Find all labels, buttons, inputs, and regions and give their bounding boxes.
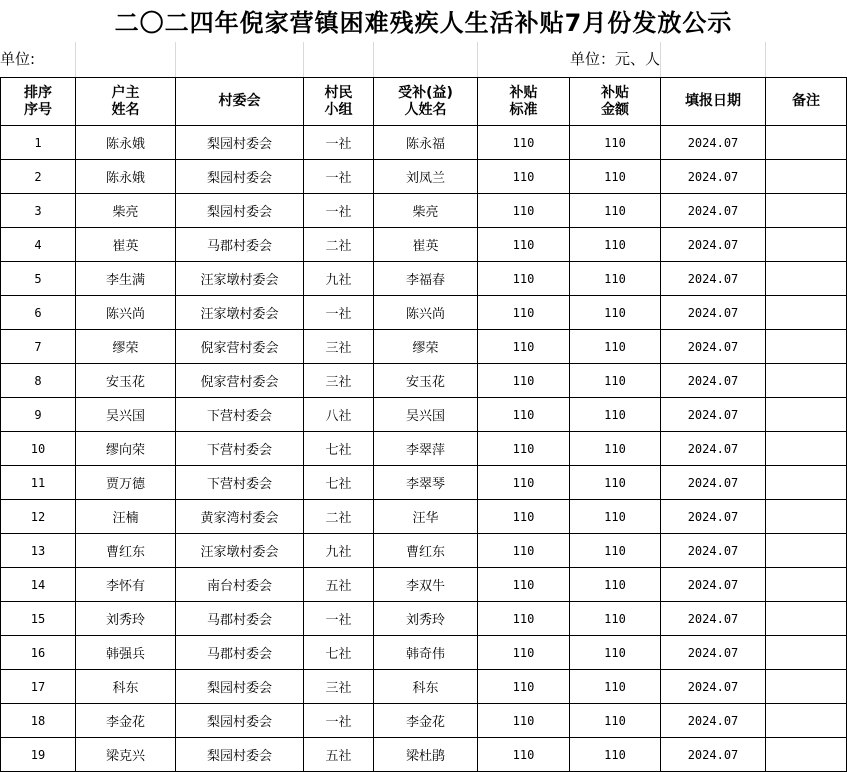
- cell-beneficiary: 陈兴尚: [374, 296, 478, 330]
- page-title: 二〇二四年倪家营镇困难残疾人生活补贴7月份发放公示: [114, 8, 733, 37]
- table-row: [1, 568, 847, 602]
- cell-beneficiary: 李福春: [374, 262, 478, 296]
- unit-row: [0, 42, 847, 77]
- cell-remarks: [766, 670, 847, 704]
- cell-villager-group: 五社: [304, 738, 374, 772]
- cell-householder: 陈永娥: [76, 126, 176, 160]
- cell-villager-group: 二社: [304, 500, 374, 534]
- cell-index: 11: [1, 466, 76, 500]
- cell-subsidy-standard: 110: [478, 670, 570, 704]
- subsidy-table: [0, 77, 847, 772]
- grid-line: [303, 42, 304, 77]
- cell-householder: 吴兴国: [76, 398, 176, 432]
- cell-subsidy-amount: 110: [570, 126, 661, 160]
- cell-subsidy-standard: 110: [478, 160, 570, 194]
- cell-remarks: [766, 500, 847, 534]
- cell-beneficiary: 崔英: [374, 228, 478, 262]
- cell-index: 6: [1, 296, 76, 330]
- cell-villager-group: 三社: [304, 330, 374, 364]
- cell-subsidy-standard: 110: [478, 126, 570, 160]
- cell-beneficiary: 柴亮: [374, 194, 478, 228]
- cell-householder: 刘秀玲: [76, 602, 176, 636]
- cell-report-date: 2024.07: [661, 568, 766, 602]
- cell-subsidy-amount: 110: [570, 602, 661, 636]
- header-villager-group: 村民 小组: [304, 78, 374, 126]
- cell-villager-group: 五社: [304, 568, 374, 602]
- cell-remarks: [766, 228, 847, 262]
- cell-villager-group: 一社: [304, 194, 374, 228]
- cell-subsidy-standard: 110: [478, 364, 570, 398]
- cell-beneficiary: 缪荣: [374, 330, 478, 364]
- cell-subsidy-amount: 110: [570, 228, 661, 262]
- cell-report-date: 2024.07: [661, 602, 766, 636]
- cell-subsidy-amount: 110: [570, 432, 661, 466]
- table-row: [1, 704, 847, 738]
- cell-subsidy-amount: 110: [570, 194, 661, 228]
- cell-remarks: [766, 262, 847, 296]
- cell-beneficiary: 刘凤兰: [374, 160, 478, 194]
- header-householder: 户主 姓名: [76, 78, 176, 126]
- cell-village-committee: 倪家营村委会: [176, 330, 304, 364]
- cell-report-date: 2024.07: [661, 262, 766, 296]
- cell-subsidy-amount: 110: [570, 466, 661, 500]
- table-row: [1, 602, 847, 636]
- cell-index: 14: [1, 568, 76, 602]
- cell-index: 18: [1, 704, 76, 738]
- cell-remarks: [766, 704, 847, 738]
- cell-village-committee: 下营村委会: [176, 466, 304, 500]
- cell-subsidy-standard: 110: [478, 704, 570, 738]
- cell-remarks: [766, 534, 847, 568]
- cell-report-date: 2024.07: [661, 296, 766, 330]
- cell-index: 2: [1, 160, 76, 194]
- cell-subsidy-amount: 110: [570, 704, 661, 738]
- cell-householder: 缪荣: [76, 330, 176, 364]
- cell-remarks: [766, 194, 847, 228]
- header-beneficiary: 受补(益) 人姓名: [374, 78, 478, 126]
- cell-subsidy-standard: 110: [478, 534, 570, 568]
- cell-index: 7: [1, 330, 76, 364]
- cell-index: 3: [1, 194, 76, 228]
- cell-beneficiary: 李金花: [374, 704, 478, 738]
- cell-villager-group: 九社: [304, 262, 374, 296]
- header-report-date: 填报日期: [661, 78, 766, 126]
- grid-line: [373, 42, 374, 77]
- table-row: [1, 296, 847, 330]
- header-subsidy-standard: 补贴 标准: [478, 78, 570, 126]
- cell-report-date: 2024.07: [661, 398, 766, 432]
- cell-index: 17: [1, 670, 76, 704]
- cell-householder: 缪向荣: [76, 432, 176, 466]
- cell-village-committee: 梨园村委会: [176, 194, 304, 228]
- cell-householder: 曹红东: [76, 534, 176, 568]
- cell-beneficiary: 陈永福: [374, 126, 478, 160]
- cell-report-date: 2024.07: [661, 534, 766, 568]
- cell-report-date: 2024.07: [661, 194, 766, 228]
- cell-beneficiary: 李翠琴: [374, 466, 478, 500]
- cell-villager-group: 七社: [304, 636, 374, 670]
- cell-villager-group: 七社: [304, 466, 374, 500]
- grid-line: [477, 42, 478, 77]
- grid-line: [765, 42, 766, 77]
- cell-subsidy-amount: 110: [570, 568, 661, 602]
- cell-index: 8: [1, 364, 76, 398]
- cell-village-committee: 梨园村委会: [176, 670, 304, 704]
- cell-remarks: [766, 160, 847, 194]
- table-header-row: [1, 78, 847, 126]
- cell-subsidy-standard: 110: [478, 194, 570, 228]
- cell-index: 1: [1, 126, 76, 160]
- grid-line: [175, 42, 176, 77]
- cell-subsidy-standard: 110: [478, 296, 570, 330]
- cell-remarks: [766, 602, 847, 636]
- cell-subsidy-amount: 110: [570, 738, 661, 772]
- cell-subsidy-amount: 110: [570, 296, 661, 330]
- cell-beneficiary: 梁杜鹃: [374, 738, 478, 772]
- cell-beneficiary: 刘秀玲: [374, 602, 478, 636]
- cell-subsidy-standard: 110: [478, 738, 570, 772]
- cell-village-committee: 马郡村委会: [176, 228, 304, 262]
- cell-villager-group: 一社: [304, 602, 374, 636]
- unit-label-left: 单位:: [0, 50, 36, 68]
- grid-line: [75, 42, 76, 77]
- cell-villager-group: 二社: [304, 228, 374, 262]
- cell-subsidy-standard: 110: [478, 330, 570, 364]
- cell-village-committee: 南台村委会: [176, 568, 304, 602]
- cell-householder: 李怀有: [76, 568, 176, 602]
- cell-beneficiary: 李翠萍: [374, 432, 478, 466]
- cell-subsidy-amount: 110: [570, 262, 661, 296]
- cell-report-date: 2024.07: [661, 500, 766, 534]
- cell-beneficiary: 曹红东: [374, 534, 478, 568]
- header-index: 排序 序号: [1, 78, 76, 126]
- cell-subsidy-standard: 110: [478, 568, 570, 602]
- cell-beneficiary: 科东: [374, 670, 478, 704]
- header-village-committee: 村委会: [176, 78, 304, 126]
- table-row: [1, 466, 847, 500]
- cell-subsidy-amount: 110: [570, 330, 661, 364]
- cell-householder: 科东: [76, 670, 176, 704]
- cell-report-date: 2024.07: [661, 364, 766, 398]
- table-row: [1, 398, 847, 432]
- cell-villager-group: 九社: [304, 534, 374, 568]
- table-row: [1, 160, 847, 194]
- cell-report-date: 2024.07: [661, 126, 766, 160]
- cell-remarks: [766, 398, 847, 432]
- table-row: [1, 738, 847, 772]
- table-row: [1, 194, 847, 228]
- cell-village-committee: 下营村委会: [176, 398, 304, 432]
- cell-subsidy-amount: 110: [570, 364, 661, 398]
- cell-villager-group: 一社: [304, 160, 374, 194]
- cell-village-committee: 梨园村委会: [176, 160, 304, 194]
- cell-beneficiary: 吴兴国: [374, 398, 478, 432]
- table-row: [1, 500, 847, 534]
- cell-remarks: [766, 636, 847, 670]
- cell-remarks: [766, 432, 847, 466]
- table-row: [1, 262, 847, 296]
- cell-subsidy-amount: 110: [570, 160, 661, 194]
- cell-beneficiary: 汪华: [374, 500, 478, 534]
- cell-subsidy-standard: 110: [478, 262, 570, 296]
- cell-householder: 柴亮: [76, 194, 176, 228]
- cell-beneficiary: 李双牛: [374, 568, 478, 602]
- unit-label-right: 单位：元、人: [570, 50, 661, 68]
- cell-subsidy-standard: 110: [478, 398, 570, 432]
- cell-householder: 崔英: [76, 228, 176, 262]
- cell-report-date: 2024.07: [661, 432, 766, 466]
- table-row: [1, 364, 847, 398]
- cell-village-committee: 马郡村委会: [176, 602, 304, 636]
- cell-index: 19: [1, 738, 76, 772]
- cell-villager-group: 一社: [304, 296, 374, 330]
- cell-village-committee: 汪家墩村委会: [176, 262, 304, 296]
- cell-subsidy-standard: 110: [478, 636, 570, 670]
- cell-village-committee: 汪家墩村委会: [176, 296, 304, 330]
- cell-remarks: [766, 568, 847, 602]
- table-body: [1, 126, 847, 772]
- cell-villager-group: 七社: [304, 432, 374, 466]
- cell-subsidy-amount: 110: [570, 670, 661, 704]
- cell-index: 5: [1, 262, 76, 296]
- cell-index: 13: [1, 534, 76, 568]
- cell-index: 12: [1, 500, 76, 534]
- cell-villager-group: 八社: [304, 398, 374, 432]
- cell-villager-group: 一社: [304, 126, 374, 160]
- cell-householder: 安玉花: [76, 364, 176, 398]
- cell-subsidy-standard: 110: [478, 602, 570, 636]
- table-row: [1, 432, 847, 466]
- cell-index: 9: [1, 398, 76, 432]
- cell-report-date: 2024.07: [661, 228, 766, 262]
- cell-villager-group: 三社: [304, 364, 374, 398]
- cell-remarks: [766, 364, 847, 398]
- cell-village-committee: 下营村委会: [176, 432, 304, 466]
- cell-report-date: 2024.07: [661, 160, 766, 194]
- header-subsidy-amount: 补贴 金额: [570, 78, 661, 126]
- cell-village-committee: 倪家营村委会: [176, 364, 304, 398]
- cell-householder: 梁克兴: [76, 738, 176, 772]
- cell-village-committee: 梨园村委会: [176, 126, 304, 160]
- cell-report-date: 2024.07: [661, 466, 766, 500]
- cell-remarks: [766, 126, 847, 160]
- cell-remarks: [766, 330, 847, 364]
- cell-subsidy-amount: 110: [570, 534, 661, 568]
- cell-subsidy-amount: 110: [570, 398, 661, 432]
- cell-beneficiary: 韩奇伟: [374, 636, 478, 670]
- cell-subsidy-standard: 110: [478, 228, 570, 262]
- cell-householder: 李金花: [76, 704, 176, 738]
- cell-householder: 韩强兵: [76, 636, 176, 670]
- cell-householder: 陈永娥: [76, 160, 176, 194]
- cell-subsidy-amount: 110: [570, 500, 661, 534]
- grid-line: [660, 42, 661, 77]
- cell-index: 10: [1, 432, 76, 466]
- cell-village-committee: 梨园村委会: [176, 738, 304, 772]
- cell-report-date: 2024.07: [661, 670, 766, 704]
- table-row: [1, 534, 847, 568]
- table-row: [1, 670, 847, 704]
- cell-subsidy-standard: 110: [478, 432, 570, 466]
- cell-village-committee: 汪家墩村委会: [176, 534, 304, 568]
- table-row: [1, 126, 847, 160]
- cell-remarks: [766, 466, 847, 500]
- table-row: [1, 330, 847, 364]
- cell-villager-group: 三社: [304, 670, 374, 704]
- cell-householder: 李生满: [76, 262, 176, 296]
- cell-villager-group: 一社: [304, 704, 374, 738]
- cell-subsidy-standard: 110: [478, 466, 570, 500]
- cell-index: 15: [1, 602, 76, 636]
- cell-index: 16: [1, 636, 76, 670]
- cell-village-committee: 梨园村委会: [176, 704, 304, 738]
- cell-report-date: 2024.07: [661, 738, 766, 772]
- table-row: [1, 636, 847, 670]
- cell-remarks: [766, 296, 847, 330]
- cell-subsidy-amount: 110: [570, 636, 661, 670]
- header-remarks: 备注: [766, 78, 847, 126]
- table-row: [1, 228, 847, 262]
- cell-index: 4: [1, 228, 76, 262]
- cell-report-date: 2024.07: [661, 330, 766, 364]
- cell-householder: 贾万德: [76, 466, 176, 500]
- cell-beneficiary: 安玉花: [374, 364, 478, 398]
- cell-village-committee: 黄家湾村委会: [176, 500, 304, 534]
- cell-householder: 汪楠: [76, 500, 176, 534]
- cell-report-date: 2024.07: [661, 704, 766, 738]
- cell-householder: 陈兴尚: [76, 296, 176, 330]
- cell-subsidy-standard: 110: [478, 500, 570, 534]
- cell-remarks: [766, 738, 847, 772]
- cell-village-committee: 马郡村委会: [176, 636, 304, 670]
- cell-report-date: 2024.07: [661, 636, 766, 670]
